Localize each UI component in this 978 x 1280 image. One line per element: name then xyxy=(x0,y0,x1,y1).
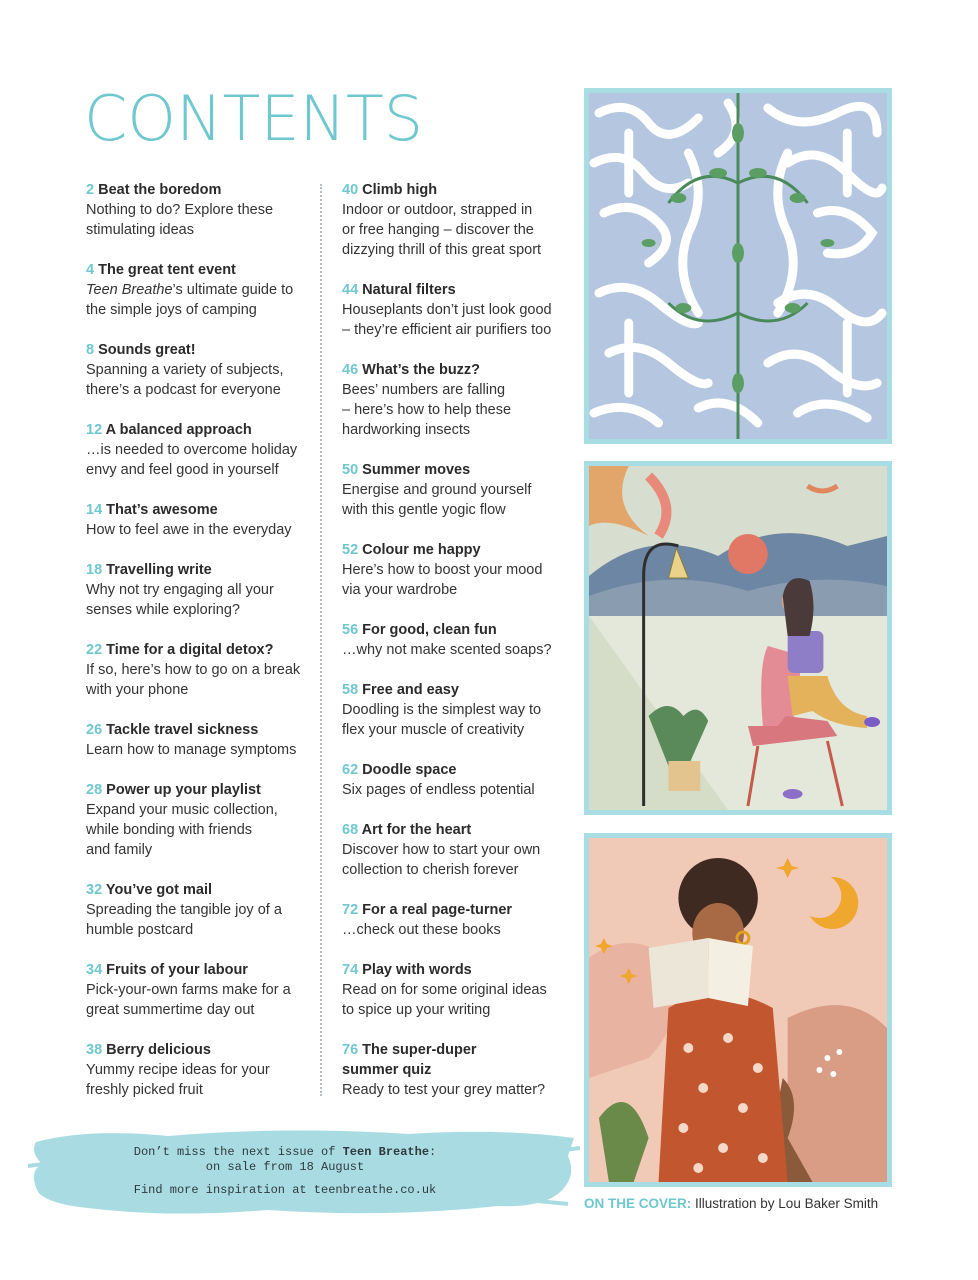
page-number: 4 xyxy=(86,262,95,278)
page-number: 34 xyxy=(86,962,103,978)
entry-description xyxy=(342,380,572,440)
page-number: 38 xyxy=(86,1042,103,1058)
page-number: 8 xyxy=(86,342,95,358)
entry-description-text: Indoor or outdoor, strapped in or free hanging – discover the dizzying thrill of this great sport xyxy=(342,202,542,258)
entry-heading xyxy=(342,1040,572,1080)
entry-description-text: …is needed to overcome holiday envy and feel good in yourself xyxy=(86,442,298,478)
entry-description-text: …why not make scented soaps? xyxy=(342,642,552,658)
entry-description xyxy=(342,480,572,520)
entry-title: You’ve got mail xyxy=(105,882,213,898)
entry-title: That’s awesome xyxy=(106,502,218,518)
page-number: 44 xyxy=(342,282,359,298)
contents-entry xyxy=(86,260,316,320)
entry-description-emphasis: Teen Breathe xyxy=(86,282,173,298)
contents-entry xyxy=(86,960,316,1020)
entry-description-text: Spanning a variety of subjects, there’s a podcast for everyone xyxy=(86,362,284,398)
contents-entry xyxy=(342,540,572,600)
entry-description xyxy=(342,560,572,600)
entry-title: Colour me happy xyxy=(362,542,481,558)
entry-description xyxy=(86,440,316,480)
entry-description xyxy=(86,1060,316,1100)
entry-title: Beat the boredom xyxy=(98,182,222,198)
contents-entry xyxy=(342,760,572,800)
page-number: 32 xyxy=(86,882,103,898)
footer-brand: Teen Breathe xyxy=(342,1145,430,1159)
entry-description-text: Pick-your-own farms make for a great summertime day out xyxy=(86,982,291,1018)
entry-title: Play with words xyxy=(362,962,472,978)
entry-description-text: If so, here’s how to go on a break with your phone xyxy=(86,662,301,698)
contents-entry xyxy=(86,560,316,620)
entry-heading xyxy=(86,500,316,520)
entry-title: Climb high xyxy=(362,182,438,198)
contents-column-left xyxy=(86,180,316,1120)
entry-description-text: Expand your music collection, while bonding with friends and family xyxy=(86,802,278,858)
entry-description-text: Bees’ numbers are falling – here’s how to help these hardworking insects xyxy=(342,382,512,438)
page-number: 50 xyxy=(342,462,359,478)
page-number: 28 xyxy=(86,782,103,798)
entry-title: Time for a digital detox? xyxy=(106,642,274,658)
cover-illustration xyxy=(584,833,892,1187)
entry-heading xyxy=(86,640,316,660)
entry-heading xyxy=(342,680,572,700)
entry-title: The great tent event xyxy=(98,262,236,278)
page-number: 26 xyxy=(86,722,103,738)
entry-description-text: Here’s how to boost your mood via your wardrobe xyxy=(342,562,543,598)
entry-description-text: Yummy recipe ideas for your freshly picked fruit xyxy=(86,1062,270,1098)
entry-description xyxy=(342,300,572,340)
entry-heading xyxy=(342,620,572,640)
entry-description xyxy=(86,980,316,1020)
entry-description-text: Houseplants don’t just look good – they’re efficient air purifiers too xyxy=(342,302,552,338)
entry-description xyxy=(342,840,572,880)
entry-description xyxy=(342,920,572,940)
entry-description-text: ’s ultimate guide to the simple joys of camping xyxy=(86,282,294,318)
column-divider xyxy=(320,184,322,1096)
entry-heading xyxy=(86,340,316,360)
entry-description xyxy=(86,660,316,700)
entry-title: Sounds great! xyxy=(98,342,196,358)
entry-description xyxy=(86,200,316,240)
entry-description xyxy=(86,280,316,320)
entry-heading xyxy=(86,560,316,580)
entry-heading xyxy=(86,420,316,440)
entry-heading xyxy=(342,180,572,200)
entry-description-text: Doodling is the simplest way to flex your muscle of creativity xyxy=(342,702,542,738)
page-number: 58 xyxy=(342,682,359,698)
entry-description-text: Energise and ground yourself with this gentle yogic flow xyxy=(342,482,532,518)
entry-description-text: How to feel awe in the everyday xyxy=(86,522,292,538)
page-number: 74 xyxy=(342,962,359,978)
page-number: 12 xyxy=(86,422,103,438)
contents-entry xyxy=(86,340,316,400)
page-title: CONTENTS xyxy=(84,82,424,155)
entry-heading xyxy=(342,360,572,380)
contents-entry xyxy=(86,180,316,240)
entry-description xyxy=(86,740,316,760)
entry-description xyxy=(342,980,572,1020)
footer-line2: on sale from 18 August xyxy=(205,1160,365,1174)
entry-title: Power up your playlist xyxy=(106,782,261,798)
entry-description xyxy=(86,800,316,860)
contents-entry xyxy=(86,420,316,480)
contents-entry xyxy=(342,680,572,740)
contents-entry xyxy=(342,360,572,440)
contents-entry xyxy=(342,280,572,340)
contents-entry xyxy=(86,780,316,860)
cover-caption-label: ON THE COVER: xyxy=(584,1196,692,1211)
entry-heading xyxy=(86,180,316,200)
page-number: 22 xyxy=(86,642,103,658)
entry-heading xyxy=(342,900,572,920)
entry-description xyxy=(86,580,316,620)
entry-heading xyxy=(86,780,316,800)
contents-entry xyxy=(342,820,572,880)
contents-entry xyxy=(86,880,316,940)
entry-title: Doodle space xyxy=(362,762,457,778)
entry-heading xyxy=(342,760,572,780)
footer-line1-suffix: : xyxy=(429,1145,437,1159)
entry-heading xyxy=(86,720,316,740)
page-number: 14 xyxy=(86,502,103,518)
contents-entry xyxy=(86,1040,316,1100)
footer-note xyxy=(40,1145,530,1198)
entry-description-text: Read on for some original ideas to spice up your writing xyxy=(342,982,547,1018)
contents-entry xyxy=(342,960,572,1020)
entry-heading xyxy=(342,460,572,480)
entry-description xyxy=(342,200,572,260)
contents-entry xyxy=(342,180,572,260)
page-number: 72 xyxy=(342,902,359,918)
entry-title: Fruits of your labour xyxy=(106,962,248,978)
entry-heading xyxy=(86,880,316,900)
entry-description-text: Discover how to start your own collection to cherish forever xyxy=(342,842,541,878)
chair-illustration xyxy=(584,461,892,815)
entry-description xyxy=(86,520,316,540)
cover-caption-text: Illustration by Lou Baker Smith xyxy=(691,1196,879,1211)
entry-title: For a real page-turner xyxy=(362,902,513,918)
page-number: 62 xyxy=(342,762,359,778)
entry-description xyxy=(86,360,316,400)
entry-title: What’s the buzz? xyxy=(362,362,481,378)
entry-description-text: Spreading the tangible joy of a humble postcard xyxy=(86,902,282,938)
entry-description-text: Nothing to do? Explore these stimulating ideas xyxy=(86,202,274,238)
page-number: 68 xyxy=(342,822,359,838)
entry-heading xyxy=(342,960,572,980)
page-number: 40 xyxy=(342,182,359,198)
entry-title: For good, clean fun xyxy=(362,622,497,638)
entry-description-text: Six pages of endless potential xyxy=(342,782,535,798)
contents-entry xyxy=(342,900,572,940)
entry-description xyxy=(342,700,572,740)
entry-title: Berry delicious xyxy=(106,1042,211,1058)
contents-entry xyxy=(86,720,316,760)
entry-title: Art for the heart xyxy=(361,822,472,838)
footer-line1-prefix: Don’t miss the next issue of xyxy=(133,1145,343,1159)
entry-heading xyxy=(342,820,572,840)
entry-heading xyxy=(342,540,572,560)
entry-title: Natural filters xyxy=(362,282,456,298)
page-number: 52 xyxy=(342,542,359,558)
entry-title: Tackle travel sickness xyxy=(106,722,259,738)
contents-column-right xyxy=(342,180,572,1120)
page-number: 46 xyxy=(342,362,359,378)
maze-illustration xyxy=(584,88,892,444)
entry-title: Free and easy xyxy=(362,682,459,698)
contents-entry xyxy=(342,1040,572,1100)
entry-heading xyxy=(86,1040,316,1060)
page-number: 2 xyxy=(86,182,95,198)
contents-entry xyxy=(342,620,572,660)
entry-title: The super-duper summer quiz xyxy=(342,1042,477,1078)
entry-description-text: …check out these books xyxy=(342,922,501,938)
entry-description xyxy=(342,1080,572,1100)
entry-heading xyxy=(342,280,572,300)
entry-heading xyxy=(86,260,316,280)
contents-entry xyxy=(86,640,316,700)
entry-description-text: Learn how to manage symptoms xyxy=(86,742,297,758)
entry-description-text: Ready to test your grey matter? xyxy=(342,1082,546,1098)
footer-line3: Find more inspiration at teenbreathe.co.uk xyxy=(133,1183,437,1197)
entry-title: Travelling write xyxy=(106,562,212,578)
entry-description xyxy=(342,640,572,660)
entry-heading xyxy=(86,960,316,980)
cover-caption xyxy=(584,1196,878,1211)
entry-title: Summer moves xyxy=(362,462,471,478)
entry-description-text: Why not try engaging all your senses while exploring? xyxy=(86,582,274,618)
entry-description xyxy=(342,780,572,800)
contents-entry xyxy=(86,500,316,540)
entry-title: A balanced approach xyxy=(105,422,252,438)
page-number: 18 xyxy=(86,562,103,578)
page-number: 56 xyxy=(342,622,359,638)
page-number: 76 xyxy=(342,1042,359,1058)
entry-description xyxy=(86,900,316,940)
contents-entry xyxy=(342,460,572,520)
